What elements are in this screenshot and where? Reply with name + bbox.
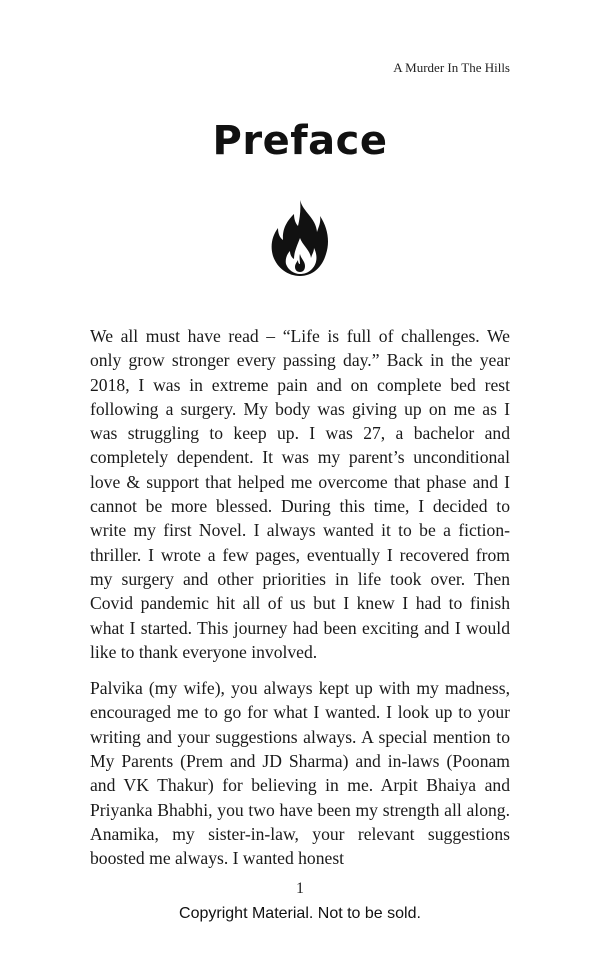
preface-body bbox=[90, 324, 510, 871]
chapter-title: Preface bbox=[212, 118, 388, 164]
preface-paragraph-2: Palvika (my wife), you always kept up with my madness, encouraged me to go for what I wanted. I look up to your writing and your suggestions always. A special mention to My Parents (Prem and JD Sharma) and in-laws (Poonam and VK Thakur) for believing in me. Arpit Bhaiya and Priyanka Bhabhi, you two have been my strength all along. Anamika, my sister-in-law, your relevant suggestions boosted me always. I wanted honest bbox=[90, 678, 510, 869]
copyright-notice: Copyright Material. Not to be sold. bbox=[179, 905, 421, 922]
running-header-book-title: A Murder In The Hills bbox=[393, 60, 510, 75]
page-number: 1 bbox=[296, 880, 304, 897]
flame-icon bbox=[270, 198, 330, 278]
preface-paragraph-1: We all must have read – “Life is full of challenges. We only grow stronger every passing day.” Back in the year 2018, I was in extreme pain and on complete bed rest following a surgery. My body was giving up on me as I was struggling to keep up. I was 27, a bachelor and completely dependent. It was my parent’s unconditional love & support that helped me overcome that phase and I cannot be more blessed. During this time, I decided to write my first Novel. I always wanted it to be a fiction-thriller. I wrote a few pages, eventually I recovered from my surgery and other priorities in life took over. Then Covid pandemic hit all of us but I knew I had to finish what I started. This journey had been exciting and I would like to thank everyone involved. bbox=[90, 326, 510, 662]
